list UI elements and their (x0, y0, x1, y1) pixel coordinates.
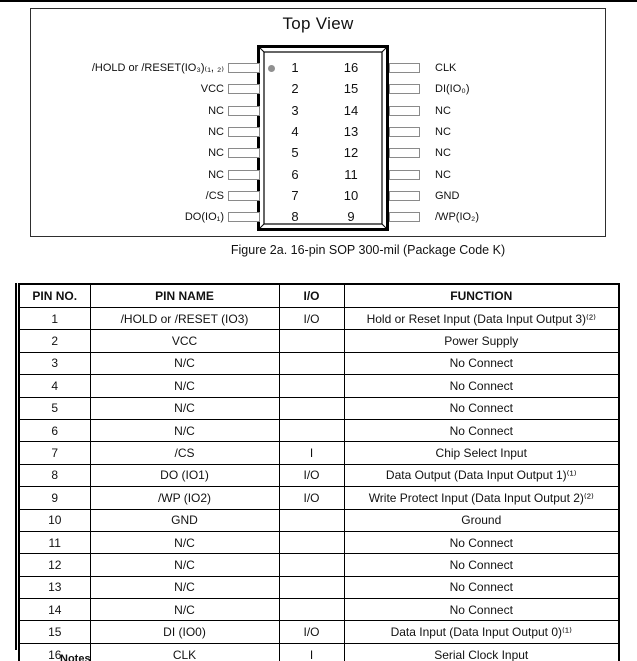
table-row (19, 464, 619, 486)
pin-lead-right-12 (389, 148, 420, 158)
pin-label-right-13: NC (435, 125, 451, 138)
pinout-figure-area (31, 9, 605, 236)
pin-table-cell: N/C (90, 531, 279, 553)
pin-label-right-10: GND (435, 189, 460, 202)
chip-pin-number-10: 10 (343, 187, 359, 203)
pin-table-cell: No Connect (344, 375, 619, 397)
chip-pin-number-1: 1 (291, 60, 299, 75)
chip-pin-number-14: 14 (343, 102, 359, 118)
pin-label-right-14: NC (435, 104, 451, 117)
pin-table-cell: I (279, 442, 344, 464)
chip-pin-number-12: 12 (343, 145, 359, 161)
pin-table-cell: N/C (90, 375, 279, 397)
pin-table-cell: 9 (19, 487, 90, 509)
pin-table-cell: No Connect (344, 352, 619, 374)
pin-lead-left-1 (228, 63, 260, 73)
pin-table-cell (279, 375, 344, 397)
pin-label-left-8: DO(IO₁) (184, 211, 224, 224)
pin-table-cell: Power Supply (344, 330, 619, 352)
pin-label-left-3: NC (208, 104, 224, 117)
pin-label-left-4: NC (208, 125, 224, 138)
pin-table-cell: I/O (279, 464, 344, 486)
pin-table-cell: No Connect (344, 531, 619, 553)
table-row (19, 531, 619, 553)
pin-label-left-7: /CS (205, 189, 224, 202)
table-row (19, 397, 619, 419)
pin-lead-right-13 (389, 127, 420, 137)
pin-table-cell (279, 509, 344, 531)
pin-lead-right-14 (389, 106, 420, 116)
pin-table-header: PIN NAME (90, 284, 279, 308)
pin-table-header: FUNCTION (344, 284, 619, 308)
pin-table-cell: No Connect (344, 554, 619, 576)
table-row (19, 419, 619, 441)
pin-table-header-row (19, 284, 619, 308)
pin-table-cell (279, 599, 344, 621)
pin-table-header: PIN NO. (19, 284, 90, 308)
pin-lead-right-10 (389, 191, 420, 201)
sop16-chip-body (257, 45, 389, 231)
pin-table-cell: Serial Clock Input (344, 643, 619, 661)
pin-table-cell: Chip Select Input (344, 442, 619, 464)
chip-pin-number-16: 16 (343, 60, 359, 75)
pinout-figure-box (30, 8, 606, 237)
pin-table-cell: 16 (19, 643, 90, 661)
table-left-double-line (15, 283, 17, 650)
pin-table-cell: 10 (19, 509, 90, 531)
pin-lead-left-3 (228, 106, 260, 116)
table-row (19, 442, 619, 464)
pin-lead-right-9 (389, 212, 420, 222)
table-row (19, 509, 619, 531)
page-top-rule (0, 0, 637, 2)
table-row (19, 308, 619, 330)
pin-table-cell: N/C (90, 576, 279, 598)
pin-table-cell: DO (IO1) (90, 464, 279, 486)
pin-table-body (19, 308, 619, 661)
pin-table-cell: 7 (19, 442, 90, 464)
pin-table-cell: 2 (19, 330, 90, 352)
chip-pin-number-2: 2 (291, 81, 299, 97)
chip-pin-number-11: 11 (344, 166, 358, 182)
pin-table-cell (279, 397, 344, 419)
pin-lead-left-5 (228, 148, 260, 158)
pin-table-cell: 12 (19, 554, 90, 576)
table-row (19, 621, 619, 643)
table-row (19, 330, 619, 352)
pin-table-cell: I/O (279, 621, 344, 643)
chip-pin-number-7: 7 (291, 187, 299, 203)
figure-caption: Figure 2a. 16-pin SOP 300-mil (Package Code K) (230, 243, 506, 257)
pin-label-left-5: NC (208, 147, 224, 160)
table-row (19, 554, 619, 576)
pin-table-cell: GND (90, 509, 279, 531)
table-row (19, 375, 619, 397)
pin-table-cell: 14 (19, 599, 90, 621)
pin-table-cell: 8 (19, 464, 90, 486)
pin-table-cell: /HOLD or /RESET (IO3) (90, 308, 279, 330)
chip-pin-number-15: 15 (343, 81, 359, 97)
table-row (19, 487, 619, 509)
pin-table-cell: 11 (19, 531, 90, 553)
pin-table-cell: 13 (19, 576, 90, 598)
pin-table-cell: DI (IO0) (90, 621, 279, 643)
pin-table-cell: N/C (90, 599, 279, 621)
pin-table-cell (279, 554, 344, 576)
pin-label-right-16: CLK (435, 62, 457, 74)
pin-table-cell: N/C (90, 554, 279, 576)
chip-pin-number-4: 4 (291, 123, 299, 139)
pin-table-cell: /CS (90, 442, 279, 464)
chip-pin-number-6: 6 (291, 166, 299, 182)
pin-table-cell: I (279, 643, 344, 661)
pin-lead-left-6 (228, 170, 260, 180)
pin-table-cell: VCC (90, 330, 279, 352)
pin-lead-right-16 (389, 63, 420, 73)
pin-table-cell: I/O (279, 308, 344, 330)
pin-table-cell: 1 (19, 308, 90, 330)
chip-pin-number-8: 8 (291, 209, 299, 225)
pin-table-cell (279, 576, 344, 598)
chip-pin-number-5: 5 (291, 145, 299, 161)
pin-table-cell: N/C (90, 352, 279, 374)
pin-lead-right-15 (389, 84, 420, 94)
table-row (19, 643, 619, 661)
pin-table-cell: No Connect (344, 576, 619, 598)
table-row (19, 576, 619, 598)
pin-lead-left-7 (228, 191, 260, 201)
notes-heading: Notes (60, 653, 91, 661)
pin-table-cell: 3 (19, 352, 90, 374)
pin-table-cell: No Connect (344, 419, 619, 441)
pin-table-cell: 6 (19, 419, 90, 441)
pin-label-left-2: VCC (200, 83, 224, 96)
pin-label-right-12: NC (435, 147, 451, 160)
pin1-indicator-dot (268, 65, 275, 72)
pin-table-cell: Write Protect Input (Data Input Output 2)⁽²⁾ (344, 487, 619, 509)
pin-table-cell: /WP (IO2) (90, 487, 279, 509)
pin-table-cell (279, 352, 344, 374)
figure-title: Top View (282, 14, 354, 33)
pin-label-left-1: /HOLD or /RESET(IO₃)₍₁, ₂₎ (91, 62, 224, 74)
pin-table-cell: 5 (19, 397, 90, 419)
pin-table-cell: N/C (90, 397, 279, 419)
pin-table-cell: I/O (279, 487, 344, 509)
pin-table-cell: Data Output (Data Input Output 1)⁽¹⁾ (344, 464, 619, 486)
table-row (19, 599, 619, 621)
pin-label-right-9: /WP(IO₂) (435, 211, 479, 224)
pin-table-cell: N/C (90, 419, 279, 441)
pin-table-cell: 15 (19, 621, 90, 643)
chip-pin-number-13: 13 (343, 123, 359, 139)
pin-table-cell: Hold or Reset Input (Data Input Output 3)⁽²⁾ (344, 308, 619, 330)
chip-pin-number-9: 9 (347, 209, 355, 225)
pin-function-table (18, 283, 620, 661)
pin-lead-left-8 (228, 212, 260, 222)
pin-table-cell: No Connect (344, 599, 619, 621)
pin-table-cell (279, 419, 344, 441)
pin-table-header: I/O (279, 284, 344, 308)
table-row (19, 284, 619, 308)
pin-lead-right-11 (389, 170, 420, 180)
pin-lead-left-2 (228, 84, 260, 94)
pin-table-cell: CLK (90, 643, 279, 661)
pin-table-cell: Data Input (Data Input Output 0)⁽¹⁾ (344, 621, 619, 643)
pin-label-right-15: DI(IO₀) (435, 83, 470, 96)
pin-label-right-11: NC (435, 168, 451, 181)
pin-table-cell: No Connect (344, 397, 619, 419)
chip-pin-number-3: 3 (291, 102, 299, 118)
pin-label-left-6: NC (208, 168, 224, 181)
pin-table-cell: 4 (19, 375, 90, 397)
pin-lead-left-4 (228, 127, 260, 137)
table-row (19, 352, 619, 374)
pin-table-cell (279, 330, 344, 352)
pin-table-cell: Ground (344, 509, 619, 531)
pin-table-cell (279, 531, 344, 553)
